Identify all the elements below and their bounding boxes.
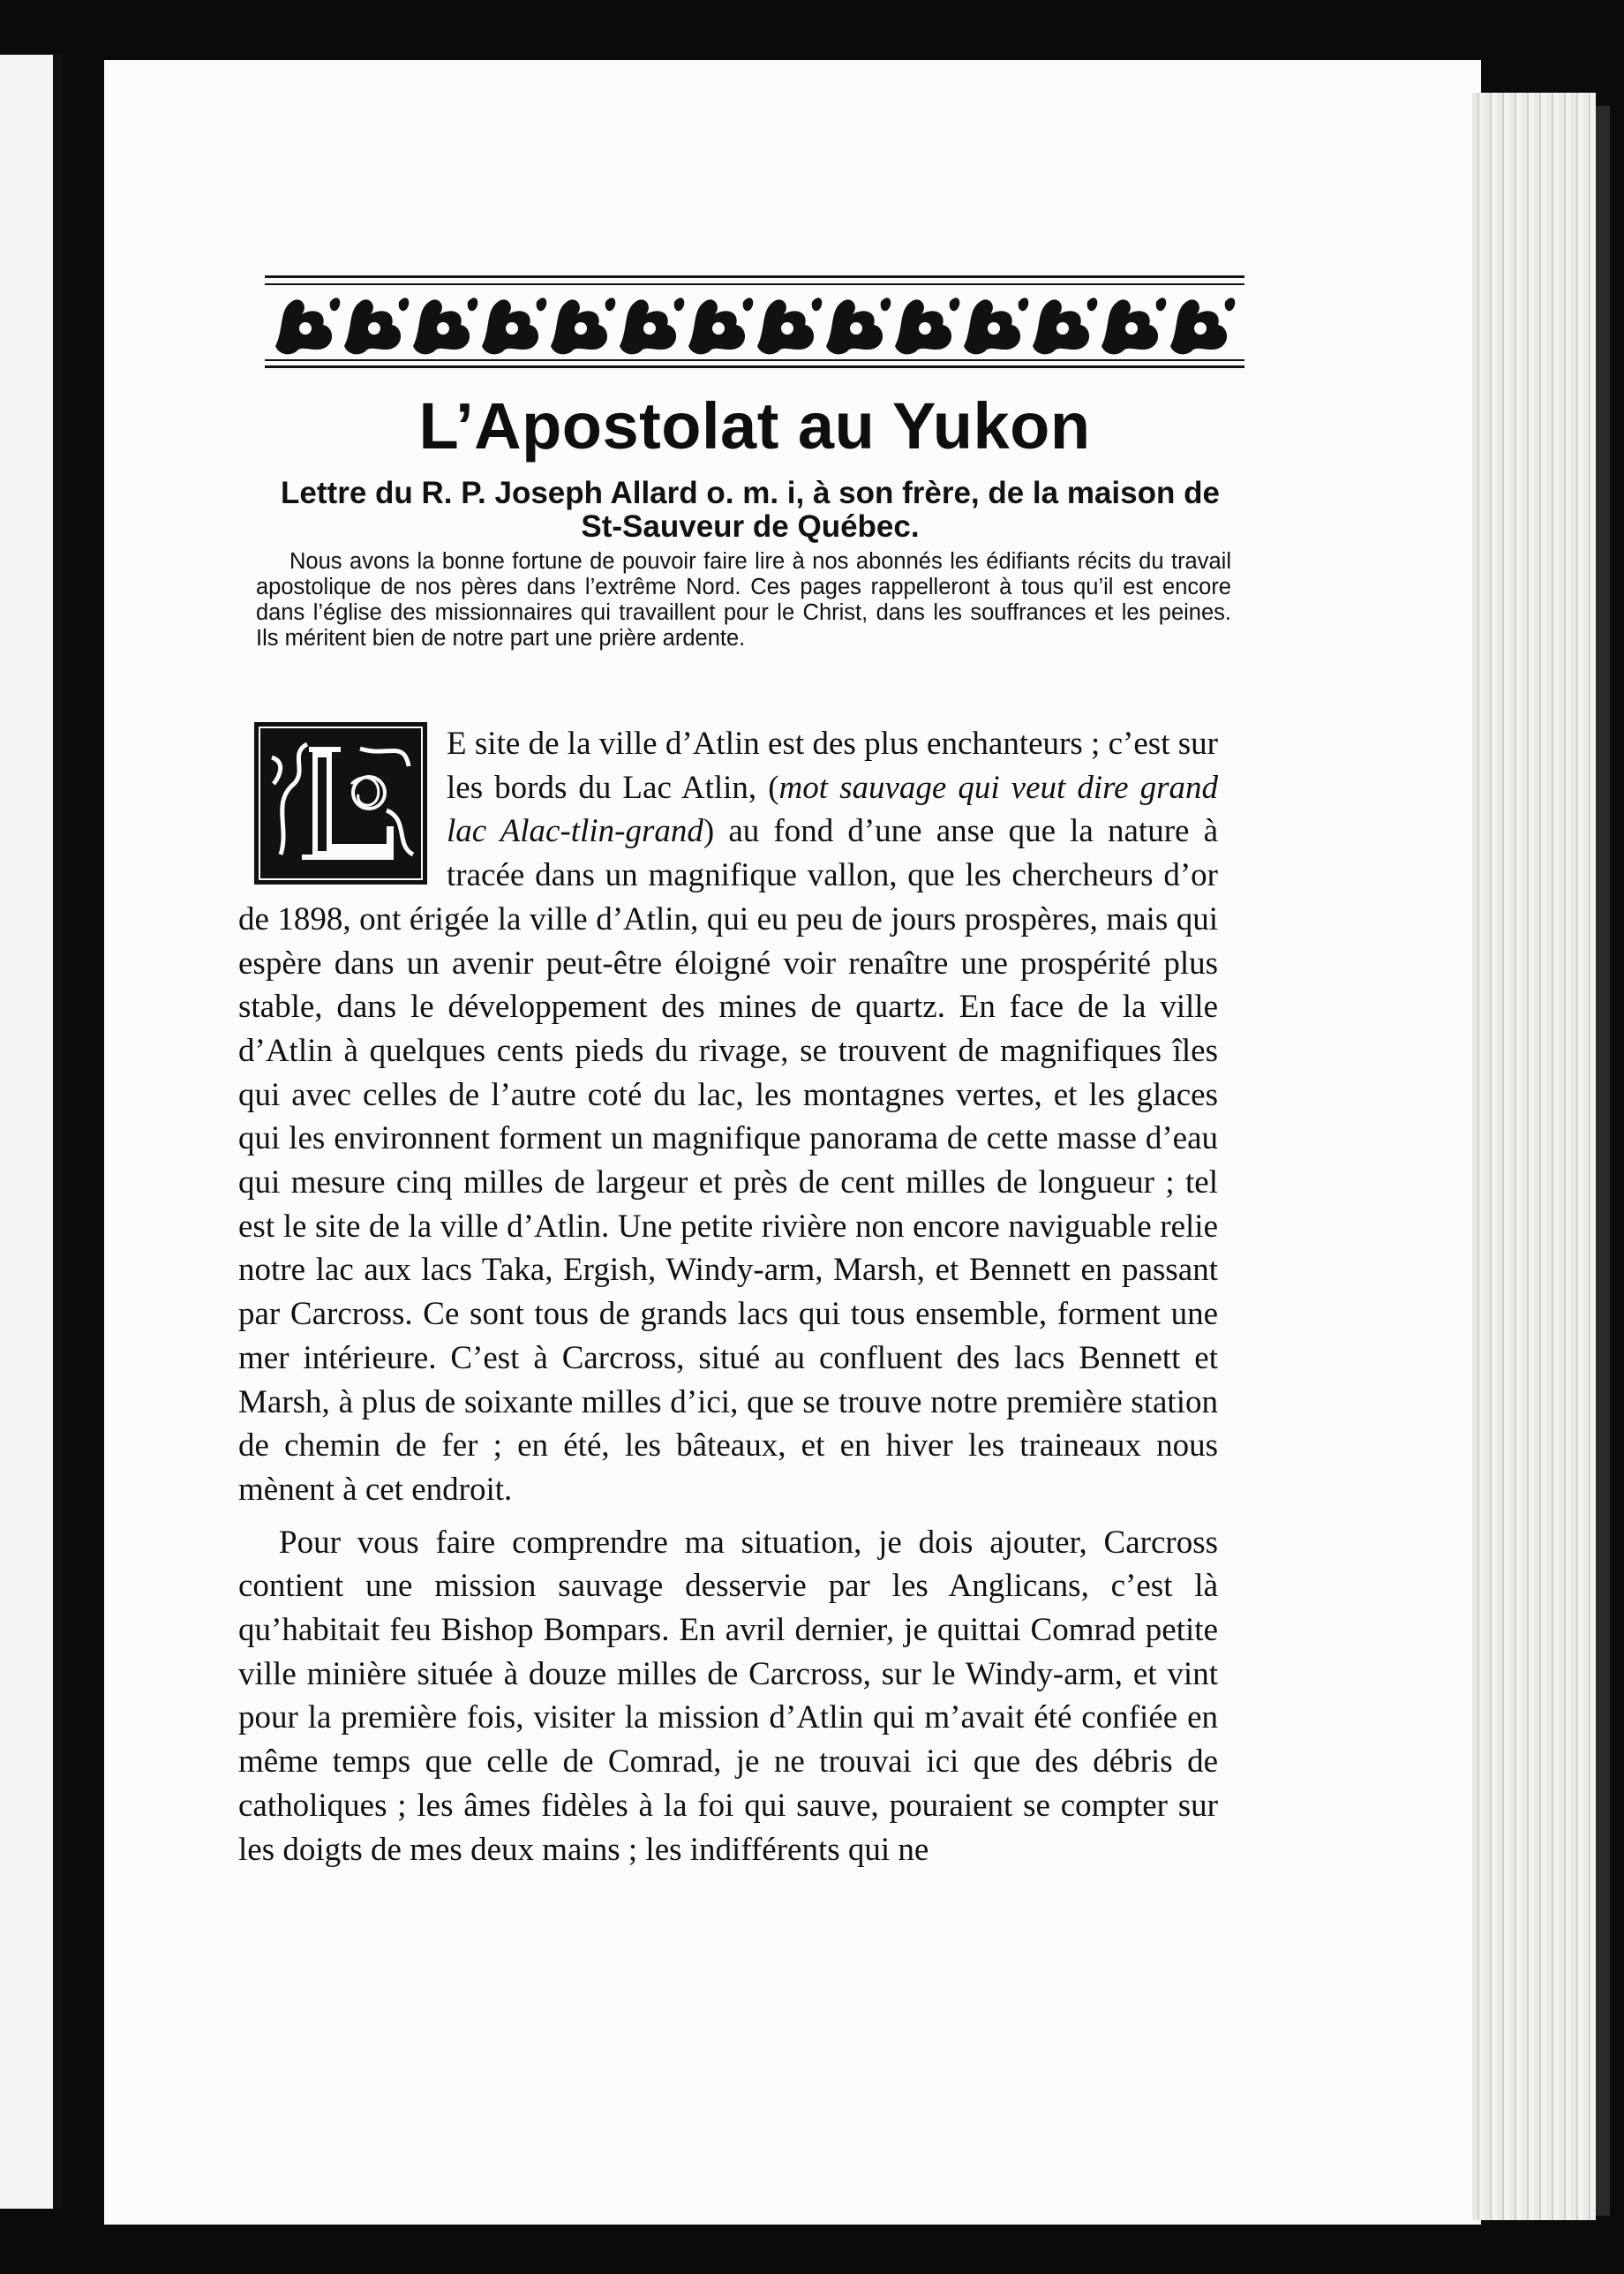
paragraph-1-italic: mot sauvage qui veut dire grand lac Alac-tlin-grand — [447, 769, 1219, 850]
page-stack-shadow — [1596, 106, 1610, 2216]
paragraph-1 — [238, 722, 1218, 1512]
paragraph-1-lead: E site de la ville d’Atlin est des plus enchanteurs ; c’est sur les bords du Lac Atlin, ( — [447, 726, 1218, 806]
drop-cap-letter-l-icon — [254, 722, 427, 885]
paragraph-1-rest: ) au fond d’une anse que la nature à tracée dans un magnifique vallon, que les chercheurs d’or de 1898, ont érigée la ville d’Atlin, qui eu peu de jours prospères, mais qui espère dans un avenir peut-être éloigné voir renaître une prospérité plus stable, dans le développement des mines de quartz. En face de la ville d’Atlin à quelques cents pieds du rivage, se trouvent de magnifiques îles qui avec celles de l’autre coté du lac, les montagnes vertes, et les glaces qui les environnent forment un magnifique panorama de cette masse d’eau qui mesure cinq milles de largeur et près de cent milles de longueur ; tel est le site de la ville d’Atlin. Une petite rivière non encore naviguable relie notre lac aux lacs Taka, Ergish, Windy-arm, Marsh, et Bennett en passant par Carcross. Ce sont tous de grands lacs qui tous ensemble, forment une mer intérieure. C’est à Carcross, situé au confluent des lacs Bennett et Marsh, à plus de soixante milles d’ici, que se trouve notre première station de chemin de fer ; en été, les bâteaux, et en hiver les traineaux nous mènent à cet endroit. — [238, 813, 1219, 1508]
adjacent-page-edge — [0, 55, 62, 2209]
article-subtitle: Lettre du R. P. Joseph Allard o. m. i, à son frère, de la maison de St-Sauveur de Québec. — [281, 476, 1220, 544]
article-title: L’Apostolat au Yukon — [418, 389, 1091, 463]
floral-ornament-band — [265, 275, 1244, 369]
editorial-intro: Nous avons la bonne fortune de pouvoir faire lire à nos abonnés les édifiants récits du travail apostolique de nos pères dans l’extrême Nord. Ces pages rappelleront à tous qu’il est encore dans l’église des missionnaires qui travaillent pour le Christ, dans les souffrances et les peines. Ils méritent bien de notre part une prière ardente. — [256, 549, 1231, 651]
article-body — [238, 722, 1218, 1871]
paragraph-2: Pour vous faire comprendre ma situation, je dois ajouter, Carcross contient une mission sauvage desservie par les Anglicans, c’est là qu’habitait feu Bishop Bompars. En avril dernier, je quittai Comrad petite ville minière située à douze milles de Carcross, sur le Windy-arm, et vint pour la première fois, visiter la mission d’Atlin qui m’avait été confiée en même temps que celle de Comrad, je ne trouvai ici que des débris de catholiques ; les âmes fidèles à la foi qui sauve, pouraient se compter sur les doigts de mes deux mains ; les indifférents qui ne — [238, 1524, 1218, 1868]
page-stack-edges — [1472, 93, 1596, 2220]
